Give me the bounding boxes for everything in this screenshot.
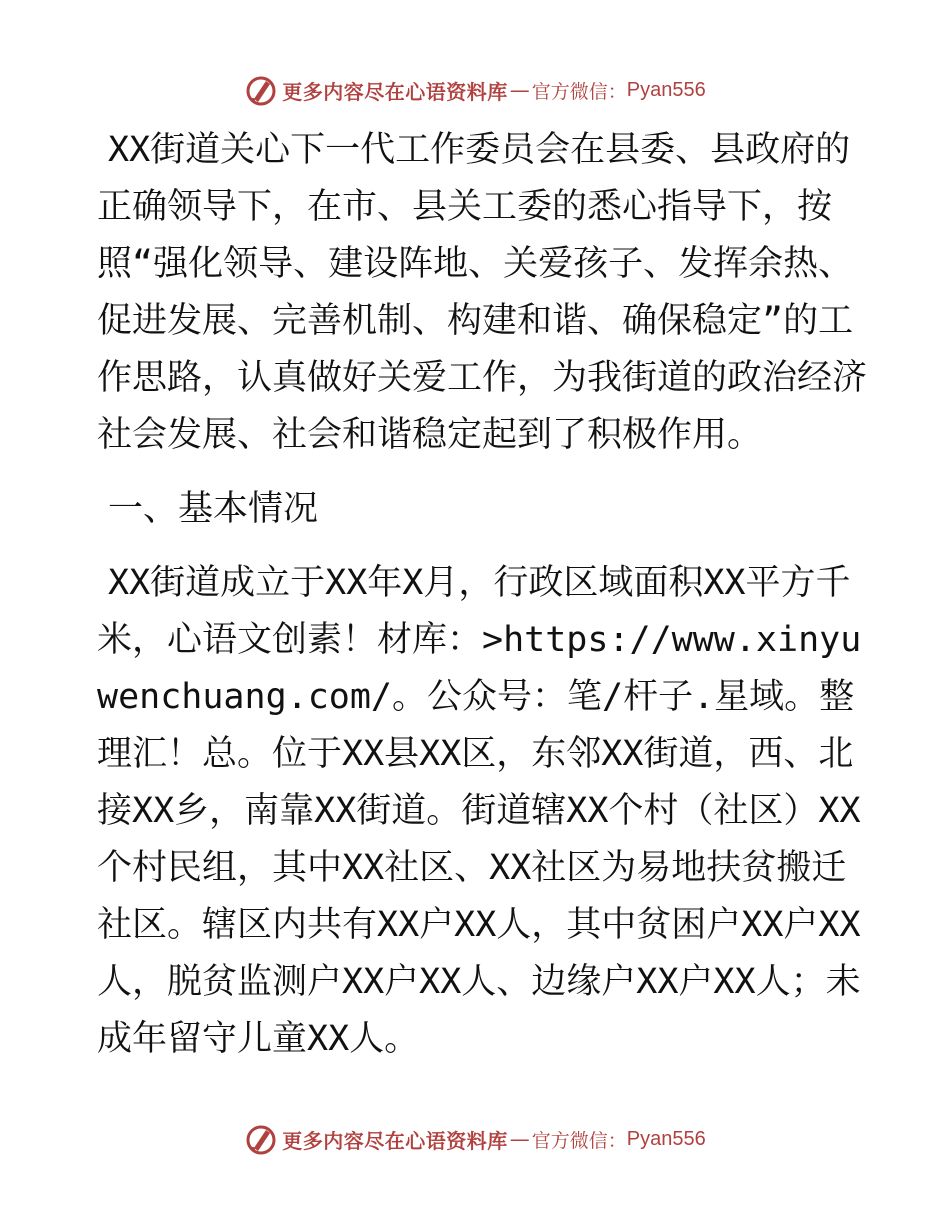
banner-separator: — — [509, 78, 530, 102]
banner-wechat-label: 官方微信： — [531, 1129, 627, 1152]
banner-wechat-id: Pyan556 — [626, 1127, 706, 1150]
document-body — [97, 122, 867, 1068]
banner-separator: — — [509, 1127, 530, 1151]
footer-watermark — [0, 1121, 950, 1157]
brand-logo-icon — [244, 73, 278, 107]
section-heading: 一、基本情况 — [108, 489, 319, 529]
header-watermark — [0, 72, 950, 108]
banner-brand: 更多内容尽在心语资料库 — [282, 1128, 508, 1153]
banner-brand: 更多内容尽在心语资料库 — [282, 79, 508, 104]
paragraph-intro: XX街道关心下一代工作委员会在县委、县政府的正确领导下，在市、县关工委的悉心指导下，按照“强化领导、建设阵地、关爱孩子、发挥余热、促进发展、完善机制、构建和谐、确保稳定”的工作思路，认真做好关爱工作，为我街道的政治经济社会发展、社会和谐稳定起到了积极作用。 — [97, 130, 868, 455]
brand-logo-icon — [244, 1122, 278, 1156]
paragraph-basic-info: XX街道成立于XX年X月，行政区域面积XX平方千米，心语文创素！材库：>https://www.xinyuwenchuang.com/。公众号：笔/杆子.星域。整理汇！总。位于XX县XX区，东邻XX街道，西、北接XX乡，南靠XX街道。街道辖XX个村（社区）XX个村民组，其中XX社区、XX社区为易地扶贫搬迁社区。辖区内共有XX户XX人，其中贫困户XX户XX人，脱贫监测户XX户XX人、边缘户XX户XX人；未成年留守儿童XX人。 — [97, 563, 862, 1059]
banner-wechat-id: Pyan556 — [626, 78, 706, 101]
banner-wechat-label: 官方微信： — [531, 80, 627, 103]
